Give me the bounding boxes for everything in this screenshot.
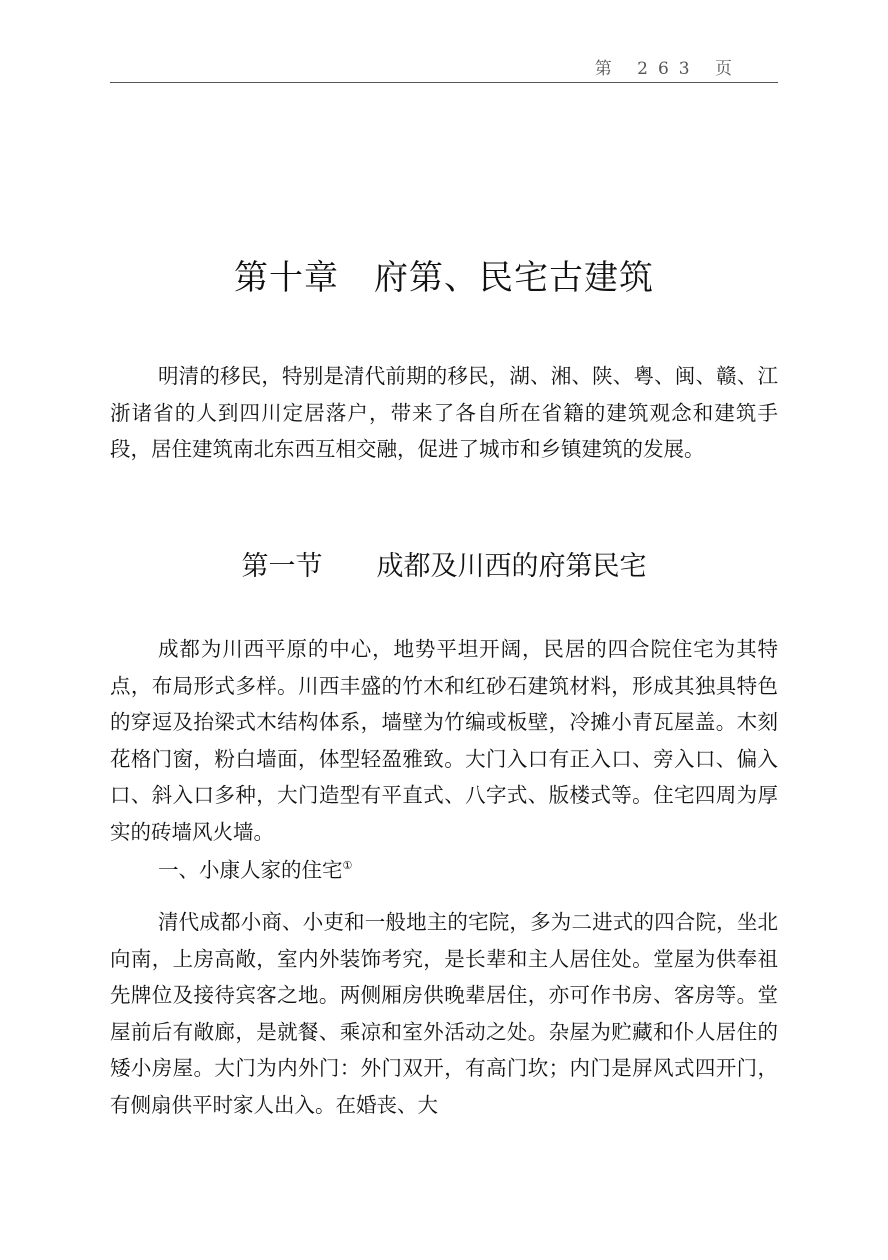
intro-paragraph: 明清的移民，特别是清代前期的移民，湖、湘、陕、粤、闽、赣、江浙诸省的人到四川定居落户，带来了各自所在省籍的建筑观念和建筑手段，居住建筑南北东西互相交融，促进了城市和乡镇建筑的发展。 <box>110 364 778 461</box>
page-number: 第 263 页 <box>594 59 742 79</box>
section-title: 第一节 成都及川西的府第民宅 <box>241 551 647 582</box>
section-paragraph: 成都为川西平原的中心，地势平坦开阔，民居的四合院住宅为其特点，布局形式多样。川西丰盛的竹木和红砂石建筑材料，形成其独具特色的穿逗及抬梁式木结构体系，墙壁为竹编或板壁，冷摊小青瓦屋盖。木刻花格门窗，粉白墙面，体型轻盈雅致。大门入口有正入口、旁入口、偏入口、斜入口多种，大门造型有平直式、八字式、版楼式等。住宅四周为厚实的砖墙风火墙。 <box>110 637 778 844</box>
subsection-paragraph: 清代成都小商、小吏和一般地主的宅院，多为二进式的四合院，坐北向南，上房高敞，室内外装饰考究，是长辈和主人居住处。堂屋为供奉祖先牌位及接待宾客之地。两侧厢房供晚辈居住，亦可作书房、客房等。堂屋前后有敞廊，是就餐、乘凉和室外活动之处。杂屋为贮藏和仆人居住的矮小房屋。大门为内外门：外门双开，有高门坎；内门是屏风式四开门，有侧扇供平时家人出入。在婚丧、大 <box>110 910 778 1117</box>
subsection-heading-text: 一、小康人家的住宅 <box>158 858 343 882</box>
chapter-title: 第十章 府第、民宅古建筑 <box>234 258 654 298</box>
footnote-mark[interactable]: ① <box>342 859 353 873</box>
page-header <box>110 48 778 83</box>
subsection-heading <box>158 852 352 889</box>
